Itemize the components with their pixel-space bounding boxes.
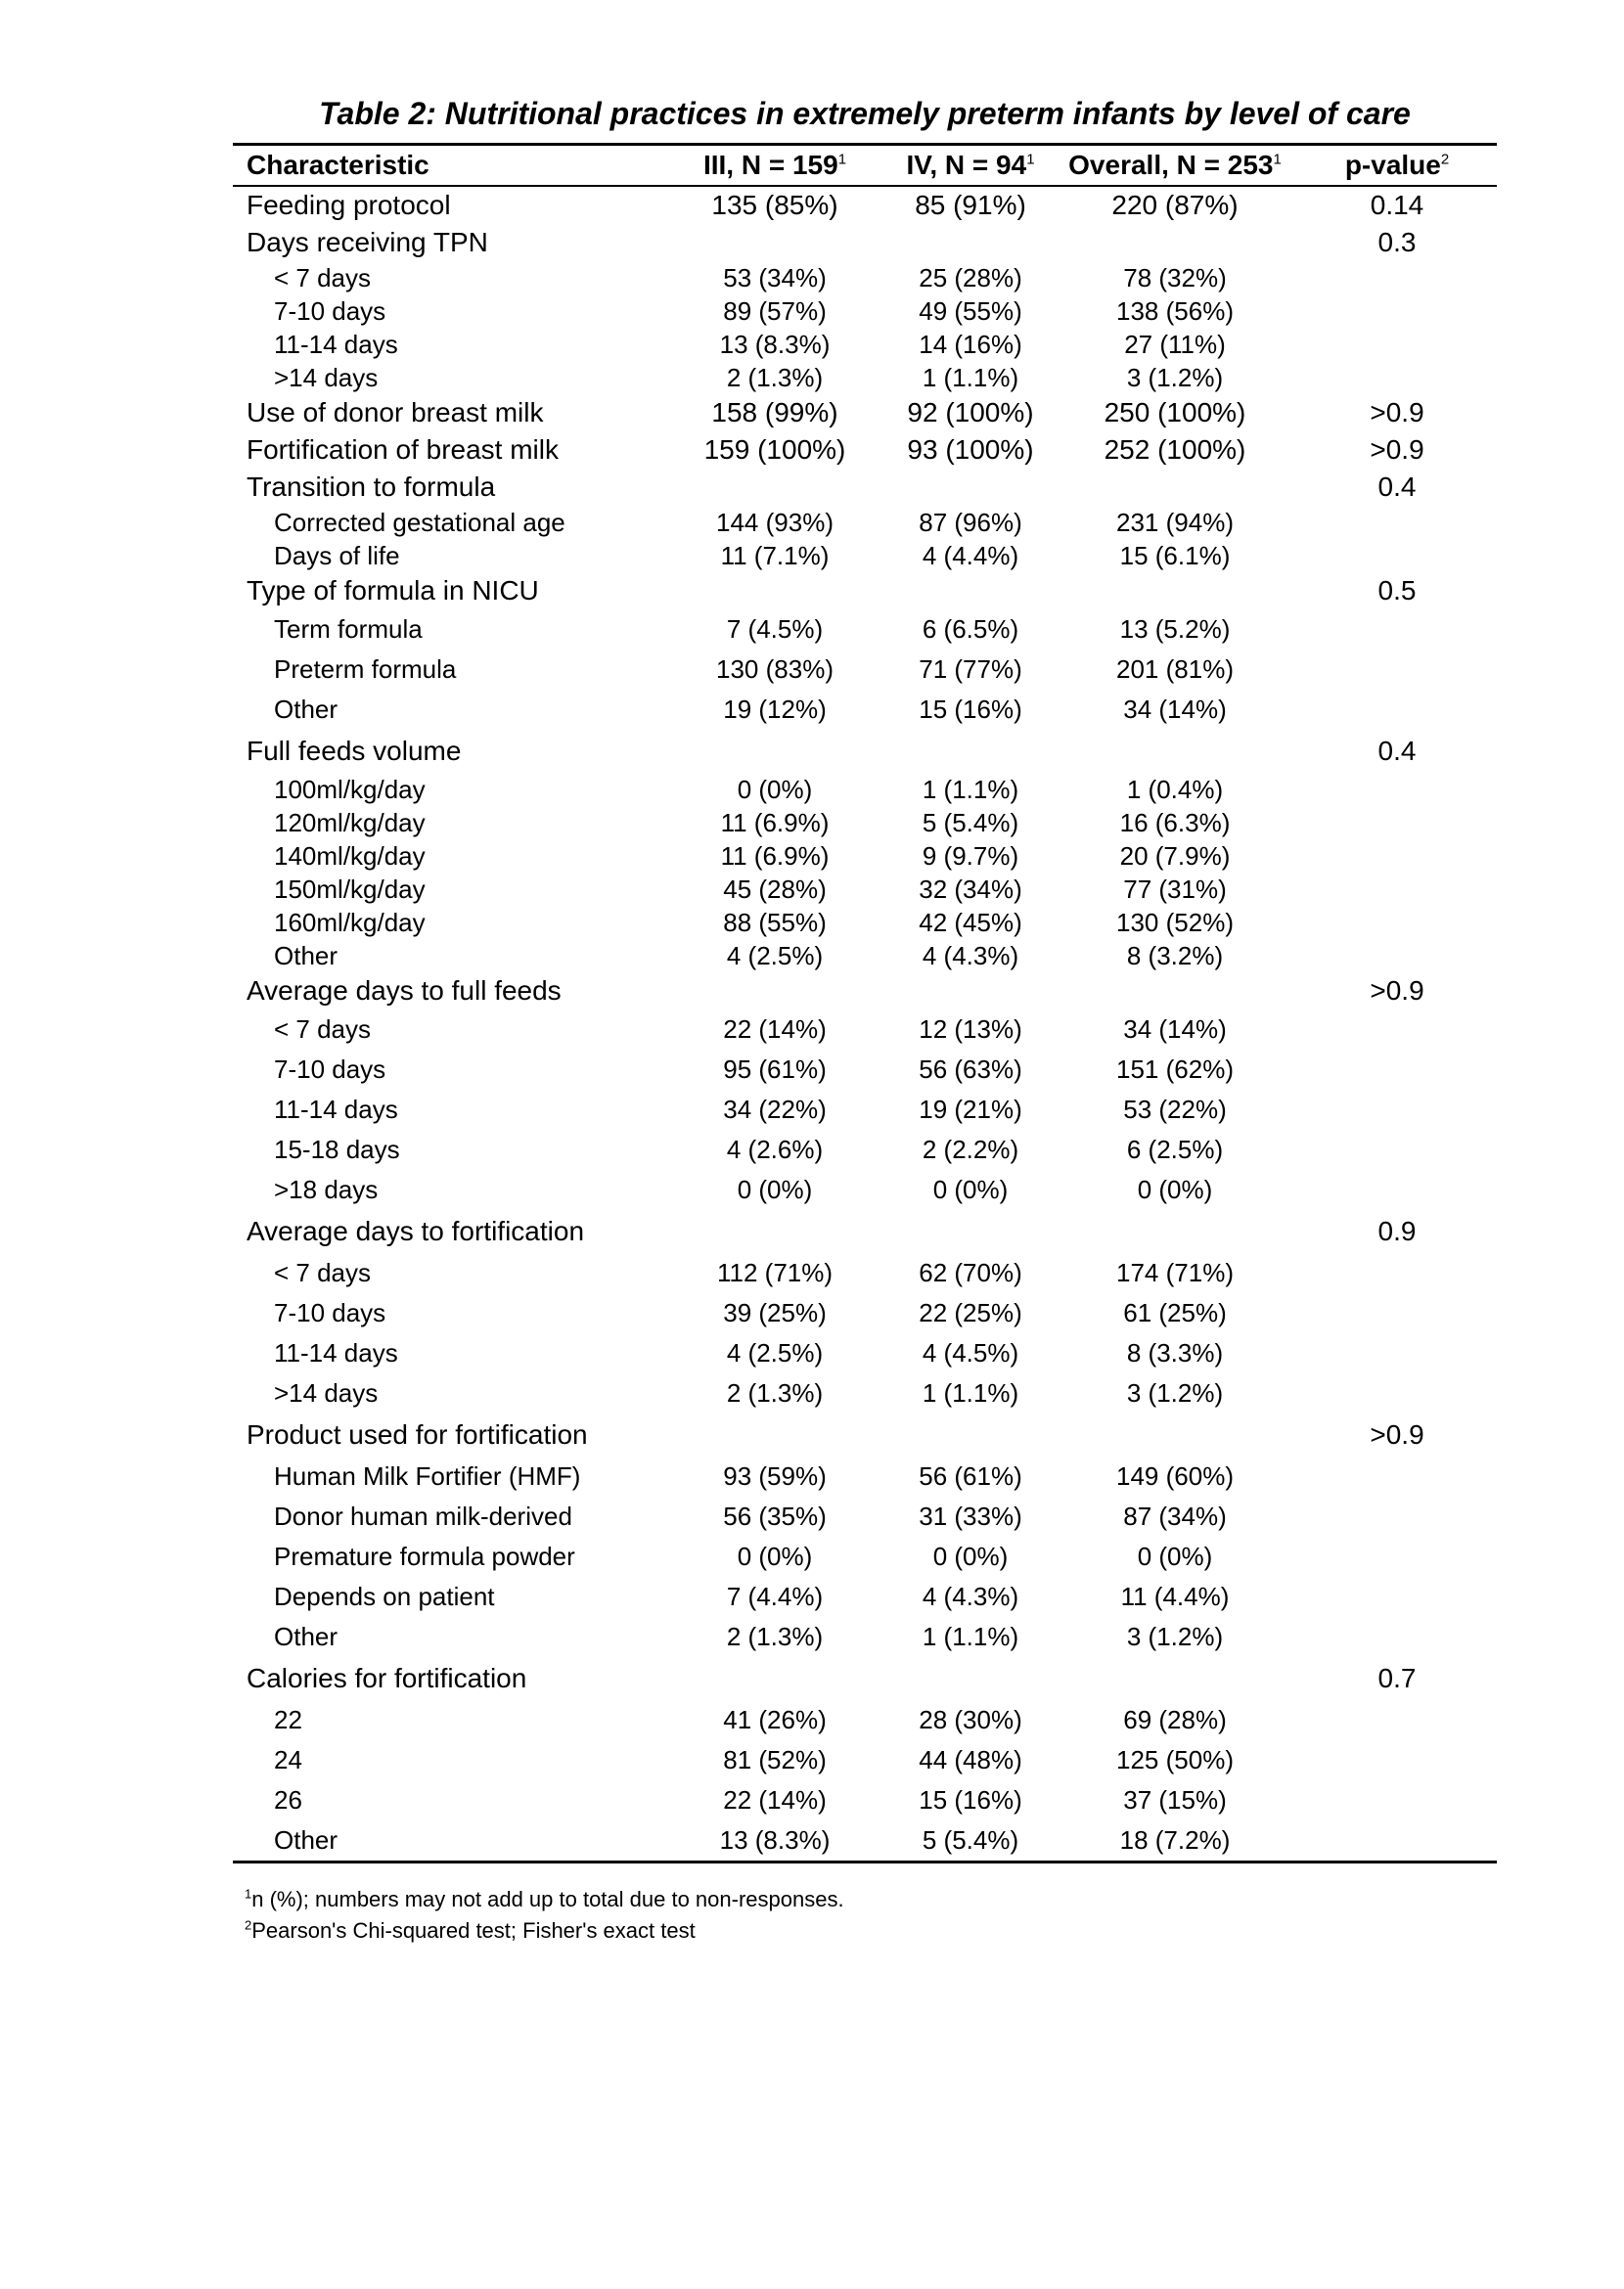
- cell-overall: 174 (71%): [1116, 1258, 1234, 1287]
- row-label: Product used for fortification: [247, 1419, 588, 1450]
- row-label: 100ml/kg/day: [274, 775, 426, 804]
- row-label: Other: [274, 695, 338, 724]
- cell-p-value: [1297, 1293, 1497, 1333]
- cell-overall: 11 (4.4%): [1120, 1582, 1230, 1611]
- cell-overall: 3 (1.2%): [1126, 363, 1224, 392]
- cell-p-value: [1297, 906, 1497, 939]
- cell-level-iv: 28 (30%): [919, 1705, 1022, 1734]
- row-label: Human Milk Fortifier (HMF): [274, 1461, 581, 1491]
- cell-level-iv: 71 (77%): [919, 654, 1022, 684]
- header-level-iii: [661, 146, 888, 185]
- cell-level-iii: 158 (99%): [711, 397, 838, 427]
- cell-level-iii: 53 (34%): [723, 263, 827, 292]
- cell-level-iii: 93 (59%): [723, 1461, 827, 1491]
- cell-p-value: [1297, 361, 1497, 394]
- table-row-category: [233, 1090, 1497, 1130]
- cell-overall: [1053, 469, 1297, 506]
- table-row-category: [233, 294, 1497, 328]
- row-label: < 7 days: [274, 263, 372, 292]
- cell-level-iii: 13 (8.3%): [719, 1825, 831, 1855]
- cell-level-iv: [888, 224, 1053, 261]
- table-row-category: [233, 690, 1497, 730]
- cell-level-iv: 49 (55%): [919, 296, 1022, 326]
- table-row-category: [233, 1130, 1497, 1170]
- footnotes: [245, 1884, 1419, 1947]
- row-label: Corrected gestational age: [274, 508, 565, 537]
- cell-level-iv: 0 (0%): [932, 1175, 1009, 1204]
- footnote-1-mark: 1: [245, 1886, 252, 1902]
- cell-overall: 0 (0%): [1137, 1542, 1213, 1571]
- row-label: Donor human milk-derived: [274, 1502, 572, 1531]
- cell-level-iii: [661, 1657, 888, 1700]
- row-label: Other: [274, 1622, 338, 1651]
- cell-overall: 201 (81%): [1116, 654, 1234, 684]
- header-characteristic-label: Characteristic: [247, 150, 429, 180]
- cell-p-value: >0.9: [1370, 397, 1424, 427]
- table-row-category: [233, 1373, 1497, 1414]
- cell-level-iii: 34 (22%): [723, 1095, 827, 1124]
- cell-level-iii: 144 (93%): [716, 508, 834, 537]
- table-row-category: [233, 939, 1497, 972]
- cell-overall: 125 (50%): [1116, 1745, 1234, 1774]
- cell-overall: [1053, 1210, 1297, 1253]
- cell-p-value: 0.7: [1377, 1663, 1417, 1693]
- table-body: [233, 187, 1497, 1861]
- table-row-characteristic: [233, 469, 1497, 506]
- footnote-mark-1: 1: [1026, 151, 1035, 168]
- cell-p-value: [1297, 328, 1497, 361]
- footnote-2-mark: 2: [245, 1917, 252, 1933]
- row-label: Full feeds volume: [247, 736, 462, 766]
- cell-p-value: [1297, 1457, 1497, 1497]
- cell-overall: 20 (7.9%): [1119, 841, 1231, 871]
- cell-p-value: 0.14: [1370, 190, 1424, 220]
- cell-overall: 1 (0.4%): [1126, 775, 1224, 804]
- table-row-category: [233, 806, 1497, 839]
- cell-level-iv: 15 (16%): [919, 695, 1022, 724]
- cell-p-value: [1297, 839, 1497, 873]
- cell-p-value: [1297, 1050, 1497, 1090]
- cell-overall: 69 (28%): [1123, 1705, 1227, 1734]
- cell-p-value: [1297, 1740, 1497, 1780]
- cell-p-value: [1297, 650, 1497, 690]
- cell-level-iv: 92 (100%): [907, 397, 1034, 427]
- cell-overall: [1053, 572, 1297, 609]
- cell-overall: 250 (100%): [1104, 397, 1246, 427]
- cell-p-value: >0.9: [1370, 1419, 1424, 1450]
- cell-level-iv: [888, 730, 1053, 773]
- row-label: 11-14 days: [274, 1338, 398, 1368]
- cell-p-value: [1297, 261, 1497, 294]
- cell-level-iii: 13 (8.3%): [719, 330, 831, 359]
- cell-overall: 34 (14%): [1123, 695, 1227, 724]
- table-row-characteristic: [233, 224, 1497, 261]
- table-row-characteristic: [233, 972, 1497, 1010]
- table-row-category: [233, 1537, 1497, 1577]
- table-row-category: [233, 1740, 1497, 1780]
- cell-overall: 18 (7.2%): [1119, 1825, 1231, 1855]
- table-row-category: [233, 261, 1497, 294]
- table-row-characteristic: [233, 1657, 1497, 1700]
- cell-level-iv: 87 (96%): [919, 508, 1022, 537]
- cell-level-iii: 81 (52%): [723, 1745, 827, 1774]
- cell-overall: 151 (62%): [1116, 1055, 1234, 1084]
- cell-overall: 61 (25%): [1123, 1298, 1227, 1327]
- cell-level-iv: 93 (100%): [907, 434, 1034, 465]
- cell-level-iv: 4 (4.3%): [922, 941, 1019, 970]
- cell-level-iii: 112 (71%): [716, 1258, 834, 1287]
- table-row-category: [233, 906, 1497, 939]
- cell-level-iv: 1 (1.1%): [922, 775, 1019, 804]
- cell-level-iii: [661, 224, 888, 261]
- cell-p-value: [1297, 939, 1497, 972]
- cell-level-iii: 0 (0%): [737, 775, 813, 804]
- cell-overall: 3 (1.2%): [1126, 1378, 1224, 1408]
- cell-p-value: [1297, 1170, 1497, 1210]
- row-label: Days of life: [274, 541, 400, 570]
- cell-p-value: [1297, 1090, 1497, 1130]
- cell-level-iii: 135 (85%): [711, 190, 838, 220]
- footnote-1-text: n (%); numbers may not add up to total due to non-responses.: [251, 1887, 844, 1911]
- cell-p-value: 0.4: [1377, 736, 1417, 766]
- cell-level-iii: [661, 572, 888, 609]
- cell-level-iii: 2 (1.3%): [726, 1378, 824, 1408]
- cell-level-iv: 4 (4.5%): [922, 1338, 1019, 1368]
- cell-level-iv: 19 (21%): [919, 1095, 1022, 1124]
- cell-level-iv: 85 (91%): [915, 190, 1026, 220]
- cell-p-value: [1297, 690, 1497, 730]
- header-level-iv-label: IV, N = 94: [906, 150, 1027, 180]
- cell-level-iv: 4 (4.4%): [922, 541, 1019, 570]
- cell-overall: 27 (11%): [1124, 330, 1226, 359]
- cell-level-iii: 41 (26%): [723, 1705, 827, 1734]
- row-label: Type of formula in NICU: [247, 575, 539, 606]
- header-level-iii-label: III, N = 159: [702, 150, 838, 180]
- row-label: >18 days: [274, 1175, 379, 1204]
- cell-p-value: [1297, 539, 1497, 572]
- cell-level-iv: [888, 1414, 1053, 1457]
- table-row-category: [233, 1577, 1497, 1617]
- table-row-category: [233, 1617, 1497, 1657]
- cell-p-value: [1297, 1577, 1497, 1617]
- cell-level-iii: 4 (2.5%): [726, 941, 824, 970]
- cell-level-iv: [888, 1210, 1053, 1253]
- row-label: 7-10 days: [274, 1298, 386, 1327]
- cell-level-iii: 130 (83%): [716, 654, 834, 684]
- row-label: Average days to full feeds: [247, 975, 562, 1006]
- header-level-iv: [888, 146, 1053, 185]
- cell-level-iv: 9 (9.7%): [922, 841, 1019, 871]
- footnote-mark-1: 1: [1273, 151, 1282, 168]
- cell-level-iii: 4 (2.5%): [726, 1338, 824, 1368]
- cell-overall: 53 (22%): [1123, 1095, 1227, 1124]
- table-row-characteristic: [233, 730, 1497, 773]
- row-label: 7-10 days: [274, 1055, 386, 1084]
- header-p-value: [1297, 146, 1497, 185]
- header-row: [233, 146, 1497, 185]
- table-row-category: [233, 873, 1497, 906]
- row-label: 11-14 days: [274, 330, 398, 359]
- cell-overall: 6 (2.5%): [1126, 1135, 1224, 1164]
- footnote-2-text: Pearson's Chi-squared test; Fisher's exact test: [251, 1918, 696, 1943]
- row-label: Term formula: [274, 614, 423, 644]
- cell-overall: 13 (5.2%): [1119, 614, 1231, 644]
- cell-level-iv: [888, 1657, 1053, 1700]
- cell-overall: [1053, 1414, 1297, 1457]
- cell-level-iii: [661, 1414, 888, 1457]
- cell-p-value: 0.9: [1377, 1216, 1417, 1246]
- cell-level-iii: 22 (14%): [723, 1785, 827, 1815]
- cell-level-iii: [661, 469, 888, 506]
- cell-level-iii: 22 (14%): [723, 1014, 827, 1044]
- cell-p-value: 0.5: [1377, 575, 1417, 606]
- table-row-category: [233, 1780, 1497, 1820]
- footnote-mark-2: 2: [1440, 151, 1450, 168]
- cell-level-iv: 5 (5.4%): [922, 1825, 1019, 1855]
- footnote-mark-1: 1: [837, 151, 847, 168]
- cell-level-iii: 45 (28%): [723, 875, 827, 904]
- cell-p-value: [1297, 873, 1497, 906]
- table-row-category: [233, 1050, 1497, 1090]
- cell-overall: 34 (14%): [1123, 1014, 1227, 1044]
- cell-level-iv: 62 (70%): [919, 1258, 1022, 1287]
- table-row-category: [233, 1170, 1497, 1210]
- cell-p-value: [1297, 609, 1497, 650]
- table-row-category: [233, 361, 1497, 394]
- cell-p-value: [1297, 1617, 1497, 1657]
- cell-overall: 37 (15%): [1123, 1785, 1227, 1815]
- cell-p-value: [1297, 1820, 1497, 1861]
- cell-level-iii: 159 (100%): [703, 434, 846, 465]
- cell-p-value: [1297, 1780, 1497, 1820]
- cell-p-value: [1297, 1373, 1497, 1414]
- cell-level-iii: 0 (0%): [737, 1175, 813, 1204]
- row-label: Average days to fortification: [247, 1216, 585, 1246]
- cell-level-iv: 4 (4.3%): [922, 1582, 1019, 1611]
- table-row-category: [233, 839, 1497, 873]
- cell-level-iii: 89 (57%): [723, 296, 827, 326]
- table-row-characteristic: [233, 1210, 1497, 1253]
- table-container: [233, 143, 1497, 1863]
- cell-level-iii: 88 (55%): [723, 908, 827, 937]
- cell-level-iii: 56 (35%): [723, 1502, 827, 1531]
- table-row-category: [233, 328, 1497, 361]
- header-characteristic: [233, 146, 661, 185]
- cell-p-value: [1297, 1700, 1497, 1740]
- header-overall-label: Overall, N = 253: [1068, 150, 1274, 180]
- header-overall: [1053, 146, 1297, 185]
- cell-level-iii: 95 (61%): [723, 1055, 827, 1084]
- cell-level-iii: 11 (6.9%): [720, 808, 830, 837]
- cell-level-iv: [888, 972, 1053, 1010]
- cell-level-iv: [888, 469, 1053, 506]
- row-label: Fortification of breast milk: [247, 434, 559, 465]
- cell-level-iii: 2 (1.3%): [726, 1622, 824, 1651]
- cell-level-iv: 1 (1.1%): [922, 1622, 1019, 1651]
- cell-overall: [1053, 972, 1297, 1010]
- row-label: Other: [274, 1825, 338, 1855]
- row-label: 160ml/kg/day: [274, 908, 426, 937]
- cell-overall: 87 (34%): [1123, 1502, 1227, 1531]
- row-label: Premature formula powder: [274, 1542, 575, 1571]
- row-label: Feeding protocol: [247, 190, 451, 220]
- cell-overall: 130 (52%): [1116, 908, 1234, 937]
- row-label: 26: [274, 1785, 302, 1815]
- table-row-category: [233, 1497, 1497, 1537]
- row-label: 22: [274, 1705, 302, 1734]
- cell-level-iii: 2 (1.3%): [726, 363, 824, 392]
- table-row-characteristic: [233, 187, 1497, 224]
- table-row-characteristic: [233, 1414, 1497, 1457]
- cell-overall: 78 (32%): [1123, 263, 1227, 292]
- table-row-category: [233, 1010, 1497, 1050]
- cell-p-value: [1297, 1010, 1497, 1050]
- table-row-category: [233, 609, 1497, 650]
- row-label: 7-10 days: [274, 296, 386, 326]
- row-label: 24: [274, 1745, 302, 1774]
- cell-overall: 77 (31%): [1123, 875, 1227, 904]
- cell-p-value: [1297, 806, 1497, 839]
- cell-p-value: [1297, 1333, 1497, 1373]
- data-table: [233, 146, 1497, 185]
- cell-level-iv: 1 (1.1%): [922, 1378, 1019, 1408]
- cell-p-value: [1297, 773, 1497, 806]
- cell-overall: [1053, 730, 1297, 773]
- table-bottom-rule: [233, 1861, 1497, 1863]
- row-label: Use of donor breast milk: [247, 397, 544, 427]
- cell-level-iv: 0 (0%): [932, 1542, 1009, 1571]
- cell-overall: 8 (3.2%): [1126, 941, 1224, 970]
- cell-level-iii: [661, 972, 888, 1010]
- cell-p-value: 0.3: [1377, 227, 1417, 257]
- cell-level-iii: [661, 1210, 888, 1253]
- cell-p-value: [1297, 294, 1497, 328]
- table-header: [233, 146, 1497, 185]
- cell-level-iii: [661, 730, 888, 773]
- table-row-category: [233, 1293, 1497, 1333]
- cell-level-iii: 7 (4.4%): [726, 1582, 824, 1611]
- table-row-characteristic: [233, 394, 1497, 431]
- row-label: Transition to formula: [247, 471, 496, 502]
- footnote-1: [245, 1884, 1419, 1915]
- cell-overall: 8 (3.3%): [1126, 1338, 1224, 1368]
- row-label: 11-14 days: [274, 1095, 398, 1124]
- row-label: Calories for fortification: [247, 1663, 527, 1693]
- cell-level-iii: 39 (25%): [723, 1298, 827, 1327]
- row-label: >14 days: [274, 1378, 379, 1408]
- cell-level-iii: 11 (7.1%): [720, 541, 830, 570]
- cell-p-value: [1297, 1130, 1497, 1170]
- table-row-characteristic: [233, 431, 1497, 469]
- cell-overall: 231 (94%): [1116, 508, 1234, 537]
- cell-overall: 16 (6.3%): [1119, 808, 1231, 837]
- cell-p-value: [1297, 1537, 1497, 1577]
- header-p-value-label: p-value: [1344, 150, 1441, 180]
- cell-p-value: 0.4: [1377, 471, 1417, 502]
- cell-level-iv: 44 (48%): [919, 1745, 1022, 1774]
- row-label: < 7 days: [274, 1258, 372, 1287]
- cell-level-iv: 56 (61%): [919, 1461, 1022, 1491]
- cell-p-value: [1297, 506, 1497, 539]
- table-row-category: [233, 1700, 1497, 1740]
- cell-overall: 15 (6.1%): [1119, 541, 1231, 570]
- cell-overall: [1053, 1657, 1297, 1700]
- table-row-category: [233, 650, 1497, 690]
- cell-p-value: >0.9: [1370, 434, 1424, 465]
- cell-level-iv: [888, 572, 1053, 609]
- table-row-category: [233, 1253, 1497, 1293]
- cell-p-value: >0.9: [1370, 975, 1424, 1006]
- row-label: < 7 days: [274, 1014, 372, 1044]
- cell-level-iii: 0 (0%): [737, 1542, 813, 1571]
- row-label: Days receiving TPN: [247, 227, 488, 257]
- cell-level-iii: 19 (12%): [723, 695, 827, 724]
- cell-overall: 149 (60%): [1116, 1461, 1234, 1491]
- data-table-body: [233, 187, 1497, 1861]
- cell-level-iv: 5 (5.4%): [922, 808, 1019, 837]
- cell-level-iv: 12 (13%): [919, 1014, 1022, 1044]
- cell-level-iv: 31 (33%): [919, 1502, 1022, 1531]
- cell-level-iv: 2 (2.2%): [922, 1135, 1019, 1164]
- cell-overall: [1053, 224, 1297, 261]
- table-row-category: [233, 506, 1497, 539]
- cell-p-value: [1297, 1253, 1497, 1293]
- cell-p-value: [1297, 1497, 1497, 1537]
- cell-level-iii: 11 (6.9%): [720, 841, 830, 871]
- cell-overall: 3 (1.2%): [1126, 1622, 1224, 1651]
- row-label: 15-18 days: [274, 1135, 400, 1164]
- cell-level-iv: 1 (1.1%): [922, 363, 1019, 392]
- cell-overall: 138 (56%): [1116, 296, 1234, 326]
- table-row-characteristic: [233, 572, 1497, 609]
- row-label: 150ml/kg/day: [274, 875, 426, 904]
- cell-level-iv: 32 (34%): [919, 875, 1022, 904]
- table-row-category: [233, 1457, 1497, 1497]
- cell-level-iv: 25 (28%): [919, 263, 1022, 292]
- table-row-category: [233, 1820, 1497, 1861]
- cell-level-iv: 22 (25%): [919, 1298, 1022, 1327]
- cell-level-iv: 15 (16%): [919, 1785, 1022, 1815]
- cell-overall: 252 (100%): [1104, 434, 1246, 465]
- cell-level-iv: 56 (63%): [919, 1055, 1022, 1084]
- table-row-category: [233, 539, 1497, 572]
- cell-level-iv: 42 (45%): [919, 908, 1022, 937]
- row-label: Other: [274, 941, 338, 970]
- footnote-2: [245, 1915, 1419, 1947]
- row-label: >14 days: [274, 363, 379, 392]
- row-label: Preterm formula: [274, 654, 457, 684]
- cell-level-iv: 6 (6.5%): [922, 614, 1019, 644]
- cell-level-iii: 4 (2.6%): [726, 1135, 824, 1164]
- row-label: 140ml/kg/day: [274, 841, 426, 871]
- table-title: Table 2: Nutritional practices in extremely preterm infants by level of care: [319, 96, 1411, 131]
- cell-level-iv: 14 (16%): [919, 330, 1022, 359]
- cell-overall: 220 (87%): [1111, 190, 1239, 220]
- table-row-category: [233, 773, 1497, 806]
- cell-level-iii: 7 (4.5%): [726, 614, 824, 644]
- row-label: Depends on patient: [274, 1582, 495, 1611]
- row-label: 120ml/kg/day: [274, 808, 426, 837]
- cell-overall: 0 (0%): [1137, 1175, 1213, 1204]
- table-row-category: [233, 1333, 1497, 1373]
